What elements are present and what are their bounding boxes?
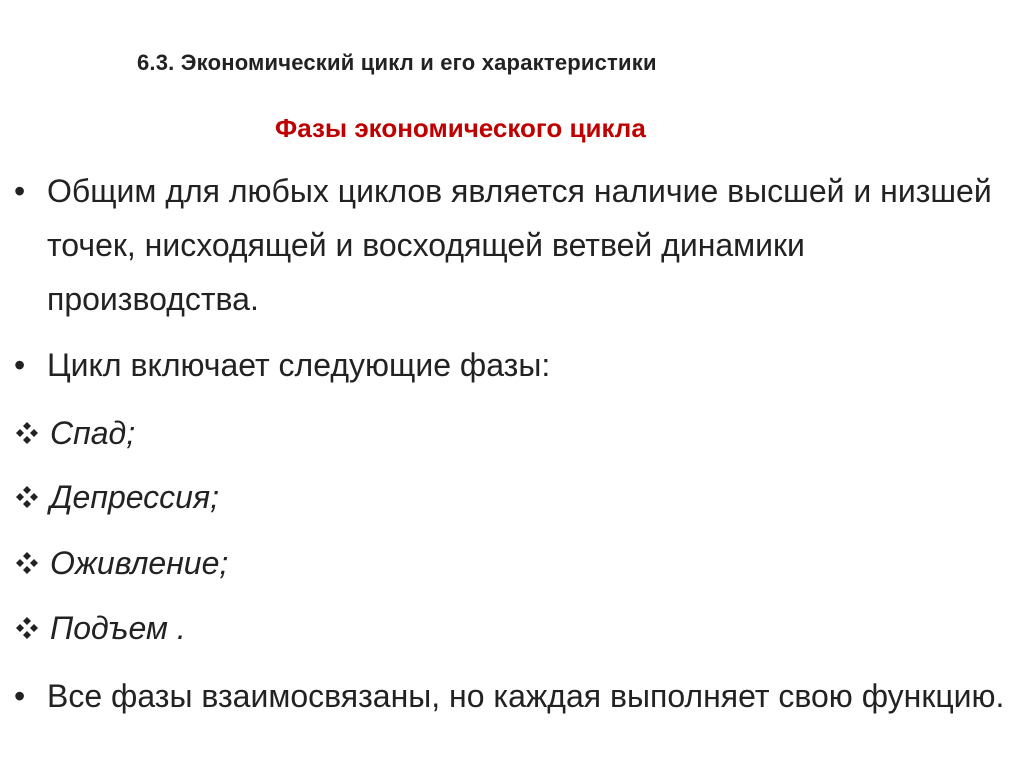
- four-diamond-icon: [14, 420, 50, 446]
- four-diamond-icon: [14, 615, 50, 641]
- bullet-text: Цикл включает следующие фазы:: [47, 347, 551, 383]
- bullet-text: Все фазы взаимосвязаны, но каждая выполняет свою функцию.: [47, 678, 1005, 714]
- slide-subtitle: Фазы экономического цикла: [275, 113, 646, 143]
- four-diamond-icon: [14, 484, 50, 510]
- four-diamond-icon: [14, 550, 50, 576]
- phase-item-3: [14, 543, 228, 583]
- phase-label: Депрессия;: [50, 479, 219, 515]
- phase-label: Оживление;: [50, 545, 229, 581]
- phase-item-1: [14, 413, 135, 453]
- bullet-text: Общим для любых циклов является наличие высшей и низшей точек, нисходящей и восходящей ветвей динамики производства.: [47, 173, 992, 317]
- bullet-item-1: [14, 164, 1007, 326]
- bullet-dot-icon: •: [14, 347, 26, 383]
- bullet-dot-icon: •: [14, 173, 26, 209]
- phase-label: Спад;: [50, 415, 136, 451]
- bullet-dot-icon: •: [14, 678, 26, 714]
- slide-title: 6.3. Экономический цикл и его характеристики: [137, 50, 657, 75]
- phase-item-4: [14, 608, 186, 648]
- phase-item-2: [14, 477, 219, 517]
- bullet-item-2: [14, 338, 1007, 392]
- phase-label: Подъем .: [50, 610, 186, 646]
- bullet-item-3: [14, 669, 1007, 723]
